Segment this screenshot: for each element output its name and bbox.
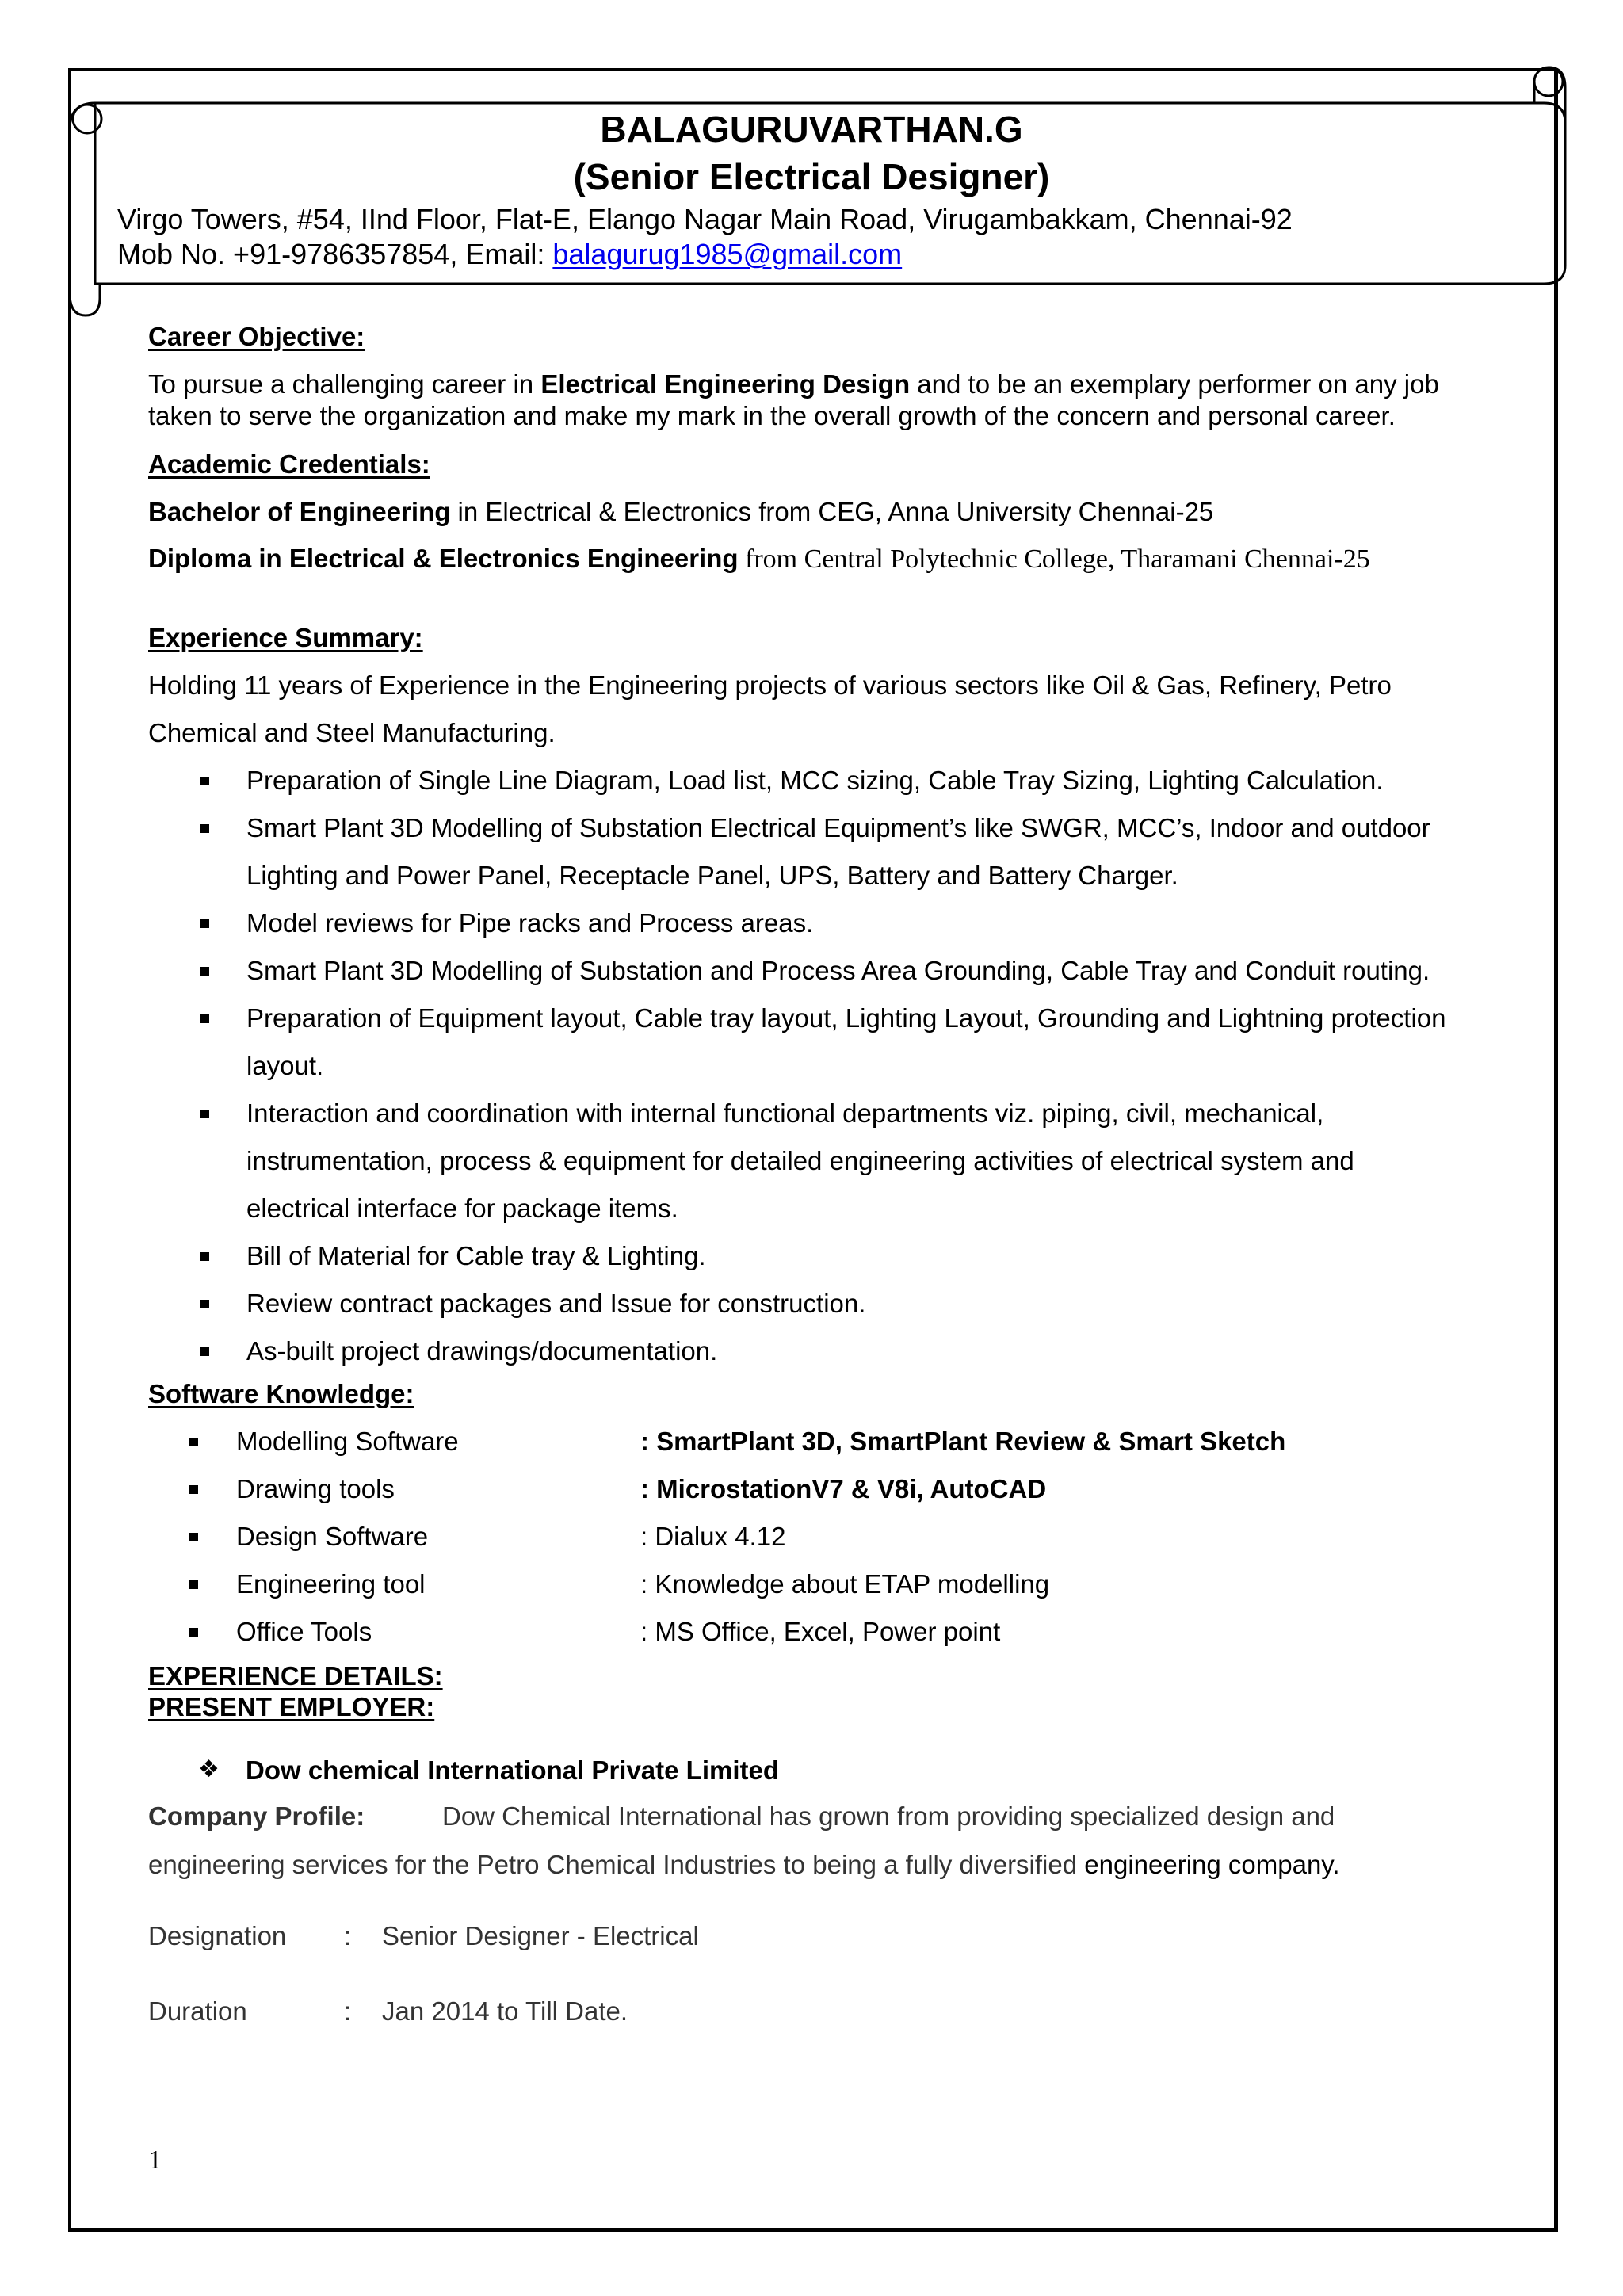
experience-intro-1: Holding 11 years of Experience in the Engineering projects of various sectors like Oil & Gas, Refinery, Petro: [148, 670, 1392, 700]
email-link[interactable]: balagurug1985@gmail.com: [552, 238, 903, 270]
designation-label: Designation: [148, 1921, 287, 1950]
academic-heading: Academic Credentials:: [148, 449, 430, 479]
company-profile-line-2: [148, 1849, 1340, 1881]
square-bullet-icon: [189, 1580, 198, 1589]
software-label: Design Software: [236, 1522, 429, 1551]
contact-line: [117, 239, 902, 270]
diploma-line: [148, 543, 1370, 575]
experience-bullet-text: Bill of Material for Cable tray & Lighting.: [246, 1241, 706, 1270]
career-objective-line-1: [148, 369, 1439, 400]
square-bullet-icon: [200, 1300, 209, 1308]
career-objective-heading: Career Objective:: [148, 322, 365, 351]
software-label: Engineering tool: [236, 1569, 426, 1599]
duration-value: Jan 2014 to Till Date.: [382, 1996, 628, 2026]
experience-bullet-text: Preparation of Single Line Diagram, Load list, MCC sizing, Cable Tray Sizing, Lighting Calculation.: [246, 766, 1384, 795]
text: and to be an exemplary performer on any job: [910, 369, 1439, 399]
square-bullet-icon: [200, 1110, 209, 1118]
square-bullet-icon: [200, 919, 209, 928]
degree-detail: in Electrical & Electronics from CEG, Anna University Chennai-25: [450, 497, 1214, 526]
candidate-title: (Senior Electrical Designer): [573, 156, 1050, 197]
degree-name: Bachelor of Engineering: [148, 497, 451, 526]
experience-bullet-text: Interaction and coordination with internal functional departments viz. piping, civil, mechanical,: [246, 1098, 1324, 1128]
experience-bullet-text: Preparation of Equipment layout, Cable tray layout, Lighting Layout, Grounding and Lightning protection: [246, 1003, 1446, 1033]
experience-bullet-text: As-built project drawings/documentation.: [246, 1336, 718, 1366]
address-line: Virgo Towers, #54, IInd Floor, Flat-E, Elango Nagar Main Road, Virugambakkam, Chennai-92: [117, 203, 1293, 235]
square-bullet-icon: [200, 1014, 209, 1023]
software-label: Modelling Software: [236, 1427, 459, 1456]
designation-value: Senior Designer - Electrical: [382, 1921, 699, 1950]
diploma-detail: from Central Polytechnic College, Tharamani Chennai-25: [738, 544, 1370, 574]
software-label: Drawing tools: [236, 1474, 395, 1503]
career-objective-line-2: taken to serve the organization and make my mark in the overall growth of the concern and personal career.: [148, 401, 1396, 430]
software-label: Office Tools: [236, 1617, 372, 1646]
experience-details-heading: EXPERIENCE DETAILS:: [148, 1661, 443, 1690]
software-value: : MicrostationV7 & V8i, AutoCAD: [640, 1474, 1047, 1503]
square-bullet-icon: [200, 777, 209, 785]
candidate-name: BALAGURUVARTHAN.G: [600, 109, 1023, 150]
duration-label: Duration: [148, 1996, 247, 2026]
experience-bullet-text: Smart Plant 3D Modelling of Substation and Process Area Grounding, Cable Tray and Conduit routing.: [246, 956, 1430, 985]
experience-intro-2: Chemical and Steel Manufacturing.: [148, 718, 556, 747]
duration-colon: :: [344, 1996, 352, 2026]
company-profile-label: Company Profile:: [148, 1801, 365, 1831]
diamond-bullet-icon: ❖: [198, 1755, 220, 1783]
software-heading: Software Knowledge:: [148, 1379, 414, 1408]
experience-bullet-text: layout.: [246, 1051, 324, 1080]
software-value: : MS Office, Excel, Power point: [640, 1617, 1001, 1646]
present-employer-heading: PRESENT EMPLOYER:: [148, 1692, 435, 1721]
degree-line: [148, 496, 1213, 528]
company-name: Dow chemical International Private Limited: [246, 1755, 780, 1785]
square-bullet-icon: [200, 1252, 209, 1261]
experience-bullet-text: Model reviews for Pipe racks and Process areas.: [246, 908, 814, 938]
square-bullet-icon: [189, 1533, 198, 1541]
text: engineering services for the Petro Chemical Industries to being a fully diversified: [148, 1850, 1085, 1879]
experience-bullet-text: Review contract packages and Issue for construction.: [246, 1289, 866, 1318]
software-value: : Dialux 4.12: [640, 1522, 786, 1551]
designation-colon: :: [344, 1921, 352, 1950]
page-number: 1: [148, 2145, 162, 2175]
experience-bullet-text: instrumentation, process & equipment for detailed engineering activities of electrical system and: [246, 1146, 1354, 1175]
experience-bullet-text: electrical interface for package items.: [246, 1194, 678, 1223]
square-bullet-icon: [189, 1485, 198, 1494]
square-bullet-icon: [200, 1347, 209, 1356]
square-bullet-icon: [200, 824, 209, 833]
square-bullet-icon: [189, 1628, 198, 1637]
software-value: : Knowledge about ETAP modelling: [640, 1569, 1050, 1599]
square-bullet-icon: [200, 967, 209, 976]
experience-bullet-text: Smart Plant 3D Modelling of Substation Electrical Equipment’s like SWGR, MCC’s, Indoor and outdoor: [246, 813, 1430, 842]
diploma-name: Diploma in Electrical & Electronics Engineering: [148, 544, 739, 573]
software-value: : SmartPlant 3D, SmartPlant Review & Smart Sketch: [640, 1427, 1286, 1456]
text-bold: Electrical Engineering Design: [540, 369, 911, 399]
experience-bullet-text: Lighting and Power Panel, Receptacle Panel, UPS, Battery and Battery Charger.: [246, 861, 1178, 890]
contact-prefix: Mob No. +91-9786357854, Email:: [117, 238, 553, 270]
experience-summary-heading: Experience Summary:: [148, 623, 423, 652]
square-bullet-icon: [189, 1438, 198, 1446]
text: engineering company.: [1084, 1850, 1340, 1879]
company-profile-line-1: Dow Chemical International has grown from providing specialized design and: [442, 1801, 1335, 1831]
text: To pursue a challenging career in: [148, 369, 541, 399]
